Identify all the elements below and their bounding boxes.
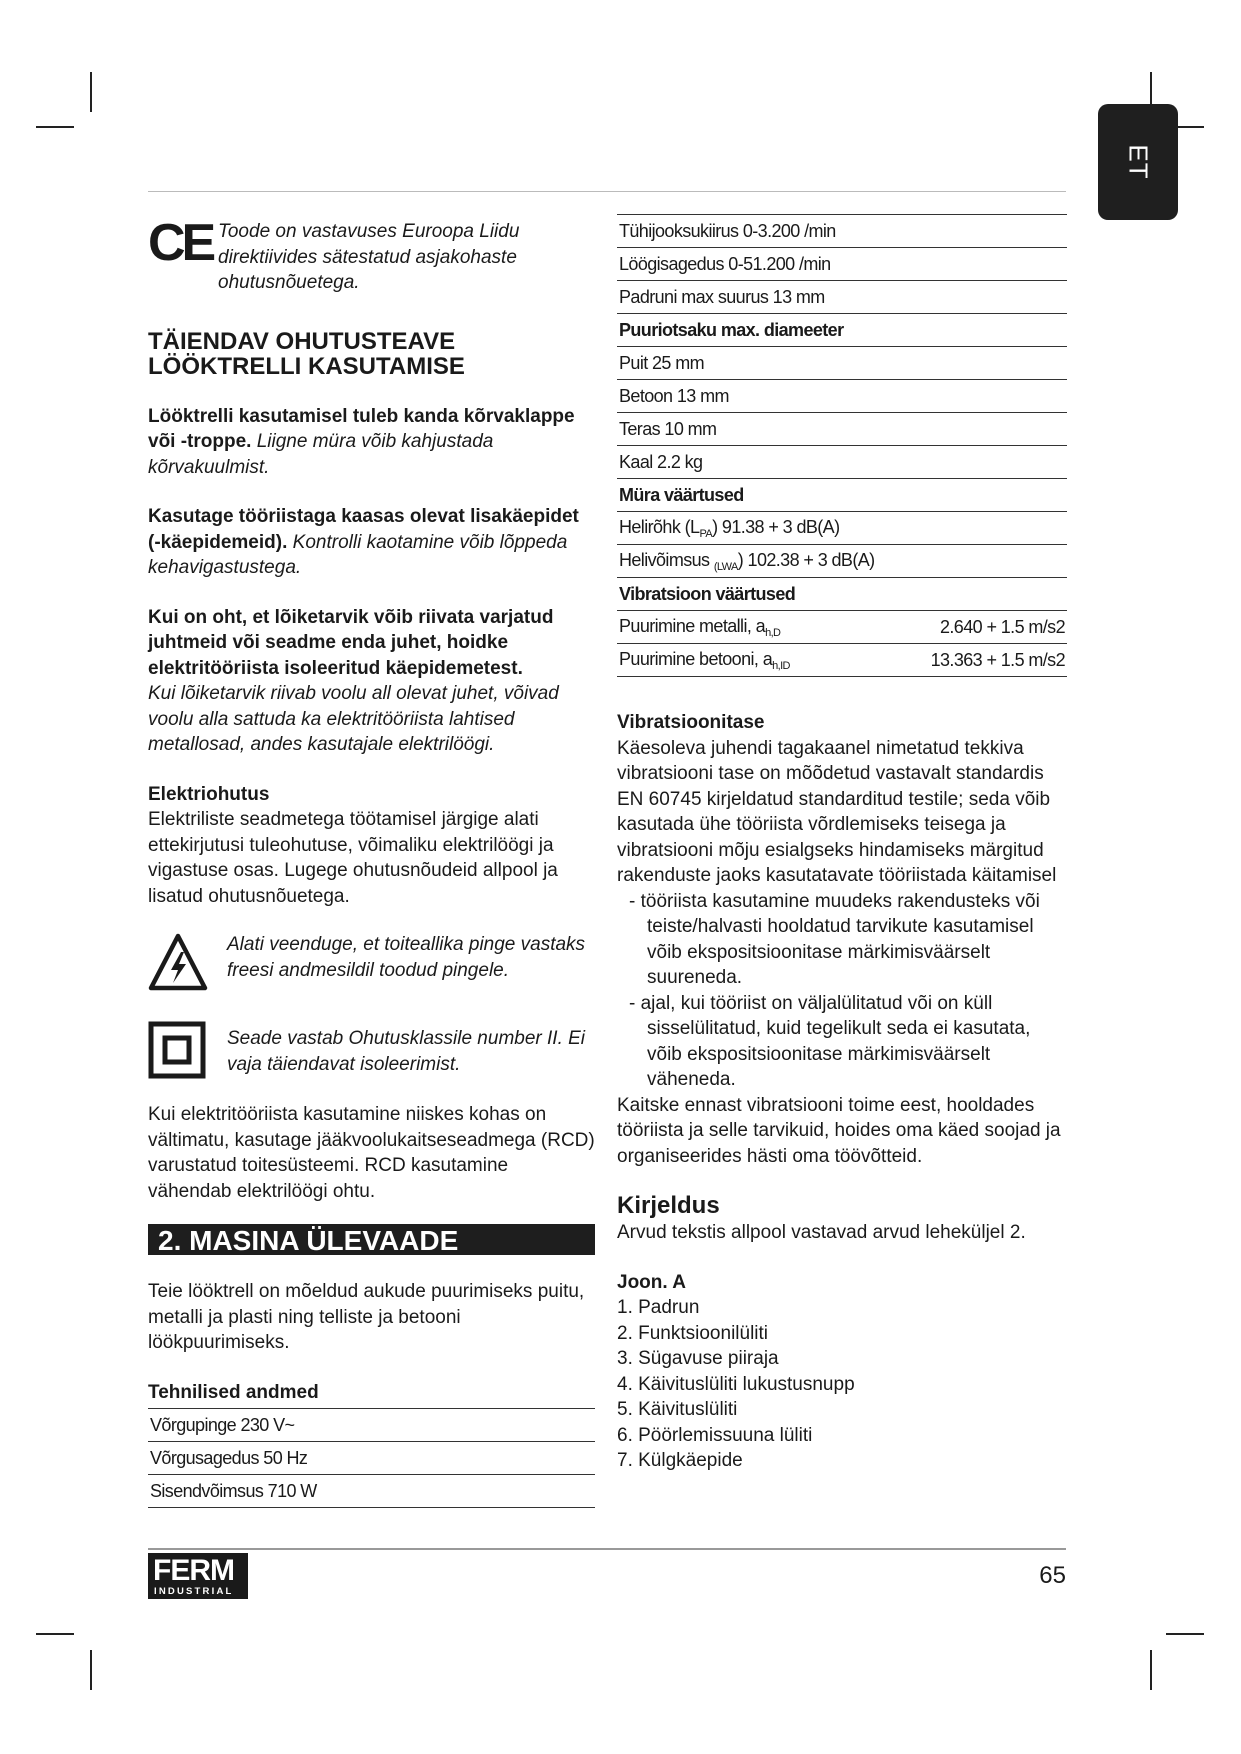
- rcd-text: Kui elektritööriista kasutamine niiskes kohas on vältimatu, kasutage jääkvoolukaitseseadmega (RCD) varustatud toitesüsteemi. RCD kasutamine vähendab elektrilöögi ohtu.: [148, 1104, 595, 1202]
- list-item: 7. Külgkäepide: [617, 1450, 743, 1471]
- table-row: [617, 578, 1067, 611]
- vib-concrete-label: Puurimine betooni, a: [619, 648, 773, 669]
- table-row: [617, 611, 1067, 644]
- language-tab-label: ET: [1123, 144, 1154, 180]
- table-row: [617, 248, 1067, 281]
- vib-concrete-sub: h,ID: [772, 659, 790, 672]
- crop-mark: [90, 72, 92, 112]
- parts-list: [617, 1295, 1067, 1474]
- figure-heading: Joon. A: [617, 1271, 686, 1293]
- vibration-level-heading: Vibratsioonitase: [617, 712, 765, 733]
- crop-mark: [90, 1650, 92, 1690]
- paragraph-hidden-wires-bold: Kui on oht, et lõiketarvik võib riivata varjatud juhtmeid või seadme enda juhet, hoidke elektritööriista isoleeritud käepidemetest.: [148, 606, 554, 679]
- noise-power-sub: (LWA: [713, 560, 738, 573]
- table-cell: Puit 25 mm: [617, 347, 1067, 380]
- table-cell: Võrgupinge 230 V~: [148, 1409, 595, 1442]
- paragraph-hidden-wires-italic: Kui lõiketarvik riivab voolu all olevat juhet, võivad voolu alla sattuda ka elektritööriista lahtised metallosad, andes kasutajale elektrilöögi.: [148, 683, 559, 755]
- tech-table: [148, 1408, 595, 1508]
- list-item: 5. Käivituslüliti: [617, 1399, 738, 1420]
- list-item: 4. Käivituslüliti lukustusnupp: [617, 1373, 855, 1395]
- paragraph-handle: [148, 504, 595, 581]
- paragraph-handle-bold: Kasutage tööriistaga kaasas olevat lisakäepidet (-käepidemeid).: [148, 506, 579, 553]
- paragraph-hidden-wires: [148, 605, 595, 758]
- table-cell: Tühijooksukiirus 0-3.200 /min: [617, 215, 1067, 248]
- table-row: [617, 644, 1067, 677]
- voltage-note: [148, 932, 595, 997]
- table-cell: Müra väärtused: [617, 479, 1067, 512]
- table-row: [617, 380, 1067, 413]
- language-tab: [1098, 104, 1178, 220]
- ce-text: Toode on vastavuses Euroopa Liidu direktiivides sätestatud asjakohaste ohutusnõuetega.: [218, 221, 520, 293]
- class2-note-text: Seade vastab Ohutusklassile number II. Ei vaja täiendavat isoleerimist.: [227, 1028, 586, 1075]
- noise-power-value: ) 102.38 + 3 dB(A): [737, 549, 875, 570]
- section-banner: 2. MASINA ÜLEVAADE: [148, 1224, 595, 1255]
- header-rule: [148, 191, 1066, 192]
- noise-power-cell: [617, 545, 1067, 578]
- class2-note: [148, 1021, 595, 1084]
- tech-heading: Tehnilised andmed: [148, 1381, 319, 1403]
- table-cell: Vibratsioon väärtused: [617, 578, 1067, 611]
- noise-pressure-sub: PA: [699, 527, 713, 540]
- voltage-note-text: Alati veenduge, et toiteallika pinge vastaks freesi andmesildil toodud pingele.: [227, 934, 586, 981]
- table-row: [617, 446, 1067, 479]
- left-column: [148, 200, 595, 1508]
- vib-concrete-value: 13.363 + 1.5 m/s2: [867, 644, 1067, 677]
- paragraph-handle-italic: Kontrolli kaotamine võib lõppeda kehavigastustega.: [148, 531, 568, 578]
- vib-concrete-label-cell: [617, 644, 867, 677]
- ce-mark-icon: CE: [148, 214, 213, 272]
- vibration-protect-text: Kaitske ennast vibratsiooni toime eest, hooldades tööriista ja selle tarvikuid, hoides oma käed soojad ja organiseerides hästi oma töövõtteid.: [617, 1094, 1061, 1167]
- crop-mark: [1150, 1650, 1152, 1690]
- table-row: [148, 1475, 595, 1508]
- noise-pressure-label: Helirõhk (L: [619, 516, 700, 537]
- vib-metal-label: Puurimine metalli, a: [619, 615, 766, 636]
- right-column: [617, 200, 1067, 1474]
- table-row: [617, 479, 1067, 512]
- list-item: - tööriista kasutamine muudeks rakendusteks või teiste/halvasti hooldatud tarvikute kasutamisel võib ekspositsioonitase märkimisväärselt suureneda.: [629, 890, 1040, 988]
- logo-main: FERM: [153, 1554, 234, 1587]
- table-row: [617, 281, 1067, 314]
- electric-safety-text: Elektriliste seadmetega töötamisel järgige alati ettekirjutusi tuleohutuse, võimaliku elektrilöögi ja vigastuse osas. Lugege ohutusnõudeid allpool ja lisatud ohutusnõuetega.: [148, 809, 558, 907]
- vib-metal-label-cell: [617, 611, 867, 644]
- logo-sub: INDUSTRIAL: [154, 1586, 234, 1597]
- table-row: [617, 347, 1067, 380]
- crop-mark: [36, 1633, 74, 1635]
- paragraph-hearing: [148, 404, 595, 481]
- overview-text: Teie lööktrell on mõeldud aukude puurimiseks puitu, metalli ja plasti ning telliste ja betooni löökpuurimiseks.: [148, 1281, 585, 1353]
- table-cell: Löögisagedus 0-51.200 /min: [617, 248, 1067, 281]
- vib-metal-sub: h,D: [765, 626, 781, 639]
- table-cell: Kaal 2.2 kg: [617, 446, 1067, 479]
- noise-pressure-cell: [617, 512, 1067, 545]
- crop-mark: [1166, 1633, 1204, 1635]
- table-row: [617, 512, 1067, 545]
- vibration-level-text: Käesoleva juhendi tagakaanel nimetatud tekkiva vibratsiooni tase on mõõdetud vastavalt standardis EN 60745 kirjeldatud standarditud testile; seda võib kasutada ühe tööriista võrdlemiseks teisega ja vibratsiooni mõju esialgseks hindamiseks märgitud rakenduste jaoks kasutatavate tööriistada käitamisel: [617, 737, 1057, 886]
- table-row: [148, 1442, 595, 1475]
- list-item: 2. Funktsioonilüliti: [617, 1322, 769, 1344]
- paragraph-hearing-italic: Liigne müra võib kahjustada kõrvakuulmist.: [148, 431, 494, 478]
- table-row: [148, 1409, 595, 1442]
- safety-heading: [148, 329, 595, 379]
- table-cell: Puuriotsaku max. diameeter: [617, 314, 1067, 347]
- table-cell: Betoon 13 mm: [617, 380, 1067, 413]
- vibration-bullets: [617, 889, 1067, 1093]
- list-item: 3. Sügavuse piiraja: [617, 1348, 779, 1369]
- electric-safety-heading: Elektriohutus: [148, 783, 270, 805]
- spec-table: [617, 214, 1067, 677]
- ferm-logo: [148, 1553, 248, 1599]
- table-row: [617, 215, 1067, 248]
- description-heading: Kirjeldus: [617, 1192, 720, 1219]
- table-row: [617, 545, 1067, 578]
- safety-heading-line2: LÖÖKTRELLI KASUTAMISE: [148, 352, 465, 380]
- safety-heading-line1: TÄIENDAV OHUTUSTEAVE: [148, 327, 456, 355]
- table-cell: Võrgusagedus 50 Hz: [148, 1442, 595, 1475]
- crop-mark: [36, 126, 74, 128]
- table-cell: Teras 10 mm: [617, 413, 1067, 446]
- list-item: - ajal, kui tööriist on väljalülitatud või on küll sisselülitatud, kuid tegelikult seda ei kasutata, võib ekspositsioonitase märkimisväärselt väheneda.: [629, 992, 1031, 1090]
- double-insulation-icon: [148, 1021, 227, 1084]
- table-cell: Sisendvõimsus 710 W: [148, 1475, 595, 1508]
- table-row: [617, 314, 1067, 347]
- table-cell: Padruni max suurus 13 mm: [617, 281, 1067, 314]
- ce-block: [148, 200, 595, 296]
- vib-metal-value: 2.640 + 1.5 m/s2: [867, 611, 1067, 644]
- warning-triangle-icon: [148, 932, 227, 997]
- list-item: 1. Padrun: [617, 1297, 700, 1318]
- list-item: 6. Pöörlemissuuna lüliti: [617, 1424, 813, 1446]
- noise-pressure-value: ) 91.38 + 3 dB(A): [712, 516, 840, 537]
- paragraph-hearing-bold: Lööktrelli kasutamisel tuleb kanda kõrvaklappe või -troppe.: [148, 405, 575, 452]
- noise-power-label: Helivõimsus: [619, 549, 710, 570]
- page-number: 65: [1039, 1562, 1066, 1589]
- description-text: Arvud tekstis allpool vastavad arvud leheküljel 2.: [617, 1222, 1026, 1243]
- footer-rule: [148, 1548, 1066, 1550]
- table-row: [617, 413, 1067, 446]
